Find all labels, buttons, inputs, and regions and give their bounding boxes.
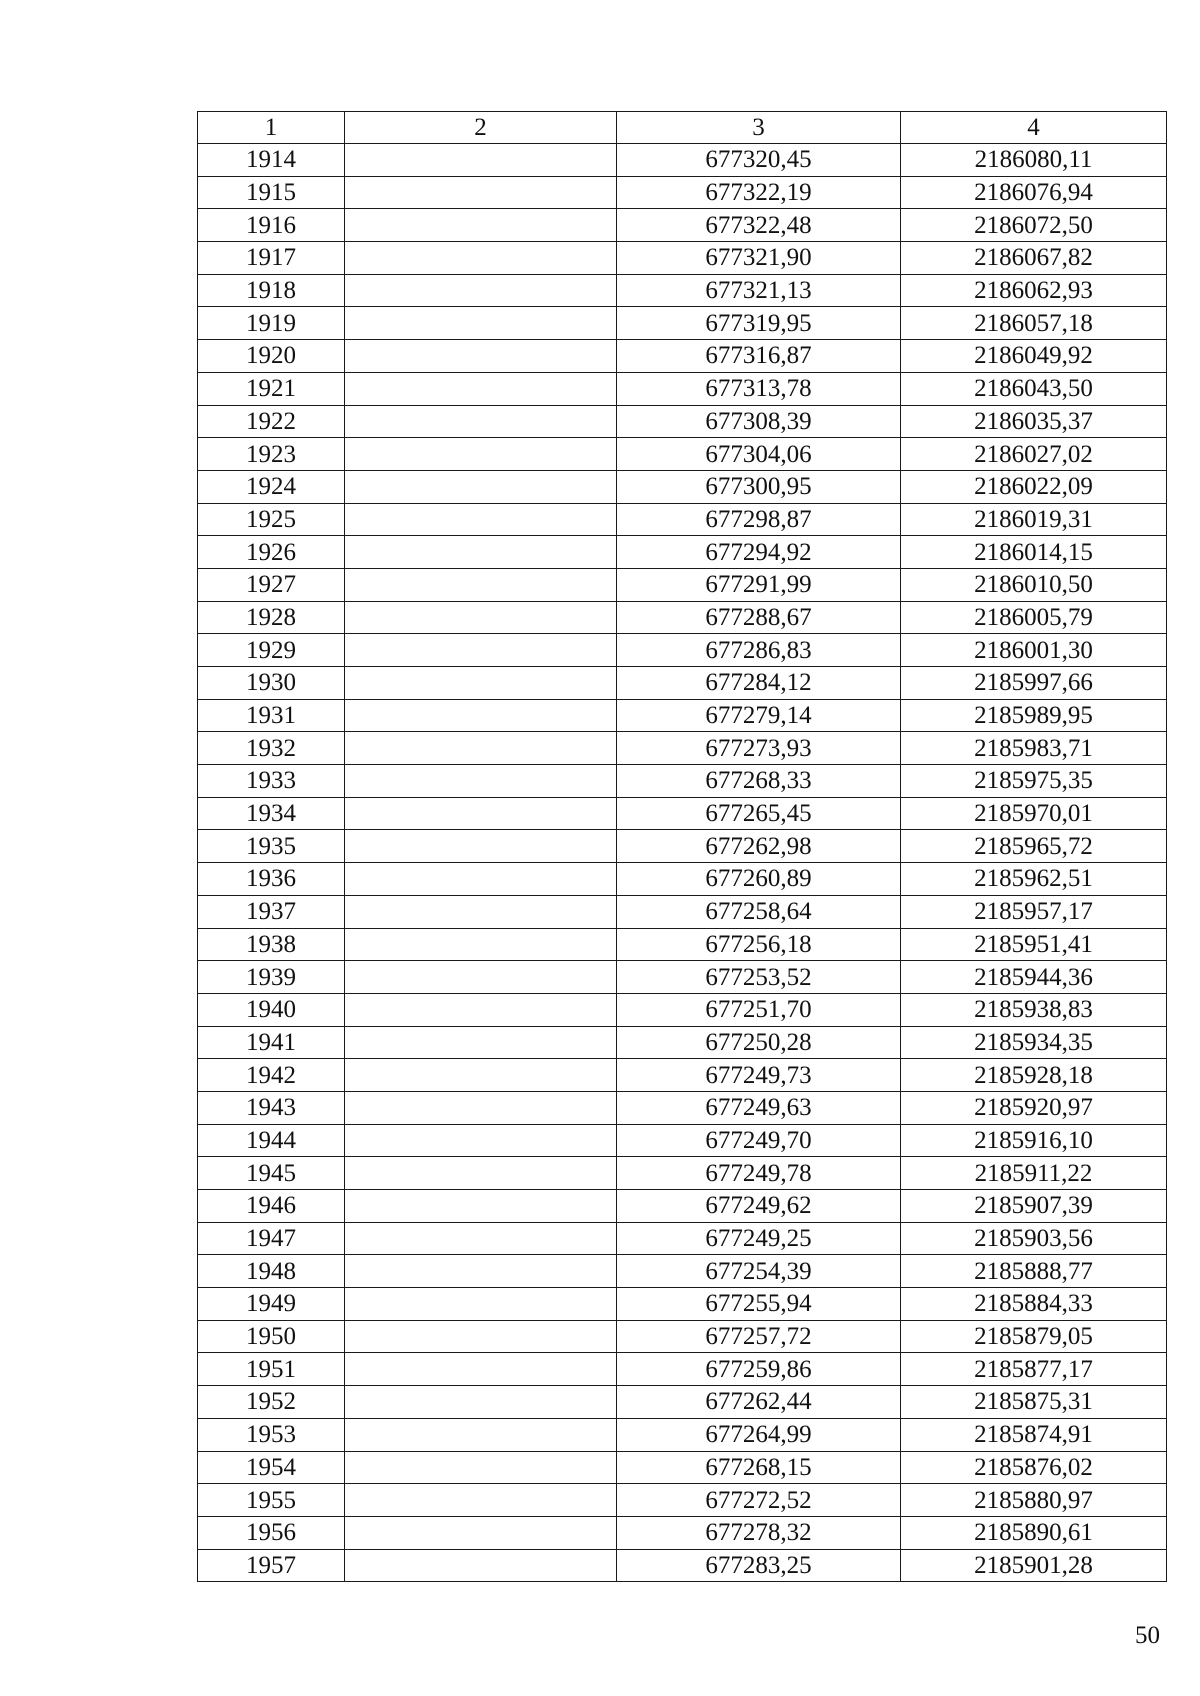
empty-cell bbox=[345, 1288, 617, 1321]
empty-cell bbox=[345, 830, 617, 863]
y-coordinate-cell: 2186035,37 bbox=[901, 405, 1167, 438]
header-row bbox=[198, 112, 1167, 144]
empty-cell bbox=[345, 1418, 617, 1451]
empty-cell bbox=[345, 961, 617, 994]
table-body bbox=[198, 144, 1167, 1582]
point-number-cell: 1914 bbox=[198, 144, 345, 177]
point-number-cell: 1936 bbox=[198, 863, 345, 896]
table-row bbox=[198, 797, 1167, 830]
x-coordinate-cell: 677268,15 bbox=[617, 1451, 901, 1484]
empty-cell bbox=[345, 438, 617, 471]
x-coordinate-cell: 677249,25 bbox=[617, 1222, 901, 1255]
table-row bbox=[198, 1386, 1167, 1419]
x-coordinate-cell: 677316,87 bbox=[617, 340, 901, 373]
table-row bbox=[198, 993, 1167, 1026]
table-row bbox=[198, 1091, 1167, 1124]
table-row bbox=[198, 1418, 1167, 1451]
table-row bbox=[198, 209, 1167, 242]
point-number-cell: 1957 bbox=[198, 1549, 345, 1582]
table-row bbox=[198, 503, 1167, 536]
table-row bbox=[198, 634, 1167, 667]
empty-cell bbox=[345, 797, 617, 830]
x-coordinate-cell: 677249,63 bbox=[617, 1091, 901, 1124]
header-cell-4: 4 bbox=[901, 112, 1167, 144]
y-coordinate-cell: 2186022,09 bbox=[901, 470, 1167, 503]
y-coordinate-cell: 2186001,30 bbox=[901, 634, 1167, 667]
x-coordinate-cell: 677249,73 bbox=[617, 1059, 901, 1092]
empty-cell bbox=[345, 634, 617, 667]
table-row bbox=[198, 176, 1167, 209]
point-number-cell: 1927 bbox=[198, 568, 345, 601]
x-coordinate-cell: 677308,39 bbox=[617, 405, 901, 438]
empty-cell bbox=[345, 568, 617, 601]
x-coordinate-cell: 677298,87 bbox=[617, 503, 901, 536]
point-number-cell: 1955 bbox=[198, 1484, 345, 1517]
point-number-cell: 1943 bbox=[198, 1091, 345, 1124]
y-coordinate-cell: 2185970,01 bbox=[901, 797, 1167, 830]
table-row bbox=[198, 765, 1167, 798]
table-row bbox=[198, 928, 1167, 961]
point-number-cell: 1941 bbox=[198, 1026, 345, 1059]
point-number-cell: 1922 bbox=[198, 405, 345, 438]
y-coordinate-cell: 2185880,97 bbox=[901, 1484, 1167, 1517]
y-coordinate-cell: 2186027,02 bbox=[901, 438, 1167, 471]
x-coordinate-cell: 677320,45 bbox=[617, 144, 901, 177]
empty-cell bbox=[345, 1026, 617, 1059]
y-coordinate-cell: 2185890,61 bbox=[901, 1516, 1167, 1549]
x-coordinate-cell: 677256,18 bbox=[617, 928, 901, 961]
empty-cell bbox=[345, 1255, 617, 1288]
x-coordinate-cell: 677257,72 bbox=[617, 1320, 901, 1353]
point-number-cell: 1953 bbox=[198, 1418, 345, 1451]
x-coordinate-cell: 677279,14 bbox=[617, 699, 901, 732]
x-coordinate-cell: 677249,70 bbox=[617, 1124, 901, 1157]
point-number-cell: 1918 bbox=[198, 274, 345, 307]
point-number-cell: 1948 bbox=[198, 1255, 345, 1288]
y-coordinate-cell: 2186072,50 bbox=[901, 209, 1167, 242]
x-coordinate-cell: 677255,94 bbox=[617, 1288, 901, 1321]
empty-cell bbox=[345, 503, 617, 536]
y-coordinate-cell: 2185877,17 bbox=[901, 1353, 1167, 1386]
empty-cell bbox=[345, 1451, 617, 1484]
y-coordinate-cell: 2185879,05 bbox=[901, 1320, 1167, 1353]
x-coordinate-cell: 677321,90 bbox=[617, 242, 901, 275]
y-coordinate-cell: 2185874,91 bbox=[901, 1418, 1167, 1451]
header-cell-3: 3 bbox=[617, 112, 901, 144]
empty-cell bbox=[345, 274, 617, 307]
empty-cell bbox=[345, 372, 617, 405]
y-coordinate-cell: 2186005,79 bbox=[901, 601, 1167, 634]
y-coordinate-cell: 2185965,72 bbox=[901, 830, 1167, 863]
empty-cell bbox=[345, 242, 617, 275]
y-coordinate-cell: 2185938,83 bbox=[901, 993, 1167, 1026]
point-number-cell: 1934 bbox=[198, 797, 345, 830]
empty-cell bbox=[345, 928, 617, 961]
empty-cell bbox=[345, 993, 617, 1026]
table-row bbox=[198, 1059, 1167, 1092]
y-coordinate-cell: 2186057,18 bbox=[901, 307, 1167, 340]
y-coordinate-cell: 2185907,39 bbox=[901, 1190, 1167, 1223]
y-coordinate-cell: 2185875,31 bbox=[901, 1386, 1167, 1419]
x-coordinate-cell: 677253,52 bbox=[617, 961, 901, 994]
point-number-cell: 1951 bbox=[198, 1353, 345, 1386]
point-number-cell: 1940 bbox=[198, 993, 345, 1026]
x-coordinate-cell: 677283,25 bbox=[617, 1549, 901, 1582]
point-number-cell: 1933 bbox=[198, 765, 345, 798]
x-coordinate-cell: 677264,99 bbox=[617, 1418, 901, 1451]
empty-cell bbox=[345, 895, 617, 928]
x-coordinate-cell: 677254,39 bbox=[617, 1255, 901, 1288]
empty-cell bbox=[345, 667, 617, 700]
point-number-cell: 1944 bbox=[198, 1124, 345, 1157]
x-coordinate-cell: 677322,19 bbox=[617, 176, 901, 209]
x-coordinate-cell: 677291,99 bbox=[617, 568, 901, 601]
x-coordinate-cell: 677273,93 bbox=[617, 732, 901, 765]
point-number-cell: 1921 bbox=[198, 372, 345, 405]
table-row bbox=[198, 601, 1167, 634]
point-number-cell: 1928 bbox=[198, 601, 345, 634]
empty-cell bbox=[345, 601, 617, 634]
coordinates-table bbox=[197, 111, 1167, 1582]
point-number-cell: 1917 bbox=[198, 242, 345, 275]
x-coordinate-cell: 677322,48 bbox=[617, 209, 901, 242]
empty-cell bbox=[345, 1386, 617, 1419]
y-coordinate-cell: 2186043,50 bbox=[901, 372, 1167, 405]
empty-cell bbox=[345, 340, 617, 373]
header-cell-1: 1 bbox=[198, 112, 345, 144]
x-coordinate-cell: 677259,86 bbox=[617, 1353, 901, 1386]
table-row bbox=[198, 1516, 1167, 1549]
point-number-cell: 1942 bbox=[198, 1059, 345, 1092]
point-number-cell: 1930 bbox=[198, 667, 345, 700]
table-row bbox=[198, 1484, 1167, 1517]
empty-cell bbox=[345, 765, 617, 798]
empty-cell bbox=[345, 209, 617, 242]
y-coordinate-cell: 2185876,02 bbox=[901, 1451, 1167, 1484]
point-number-cell: 1935 bbox=[198, 830, 345, 863]
y-coordinate-cell: 2185951,41 bbox=[901, 928, 1167, 961]
y-coordinate-cell: 2185957,17 bbox=[901, 895, 1167, 928]
table-row bbox=[198, 536, 1167, 569]
y-coordinate-cell: 2185989,95 bbox=[901, 699, 1167, 732]
x-coordinate-cell: 677262,44 bbox=[617, 1386, 901, 1419]
table-row bbox=[198, 1353, 1167, 1386]
y-coordinate-cell: 2185928,18 bbox=[901, 1059, 1167, 1092]
point-number-cell: 1946 bbox=[198, 1190, 345, 1223]
y-coordinate-cell: 2186010,50 bbox=[901, 568, 1167, 601]
point-number-cell: 1916 bbox=[198, 209, 345, 242]
y-coordinate-cell: 2185934,35 bbox=[901, 1026, 1167, 1059]
empty-cell bbox=[345, 699, 617, 732]
y-coordinate-cell: 2185916,10 bbox=[901, 1124, 1167, 1157]
y-coordinate-cell: 2185903,56 bbox=[901, 1222, 1167, 1255]
table-row bbox=[198, 1190, 1167, 1223]
table-row bbox=[198, 1124, 1167, 1157]
y-coordinate-cell: 2186080,11 bbox=[901, 144, 1167, 177]
y-coordinate-cell: 2186076,94 bbox=[901, 176, 1167, 209]
point-number-cell: 1938 bbox=[198, 928, 345, 961]
empty-cell bbox=[345, 1157, 617, 1190]
x-coordinate-cell: 677294,92 bbox=[617, 536, 901, 569]
empty-cell bbox=[345, 1516, 617, 1549]
table-row bbox=[198, 568, 1167, 601]
point-number-cell: 1931 bbox=[198, 699, 345, 732]
x-coordinate-cell: 677313,78 bbox=[617, 372, 901, 405]
table-row bbox=[198, 274, 1167, 307]
page-number: 50 bbox=[1135, 1622, 1160, 1649]
empty-cell bbox=[345, 176, 617, 209]
table-row bbox=[198, 1320, 1167, 1353]
table-row bbox=[198, 732, 1167, 765]
empty-cell bbox=[345, 1124, 617, 1157]
x-coordinate-cell: 677251,70 bbox=[617, 993, 901, 1026]
empty-cell bbox=[345, 1353, 617, 1386]
empty-cell bbox=[345, 1222, 617, 1255]
y-coordinate-cell: 2186049,92 bbox=[901, 340, 1167, 373]
x-coordinate-cell: 677265,45 bbox=[617, 797, 901, 830]
table-row bbox=[198, 470, 1167, 503]
table-row bbox=[198, 699, 1167, 732]
x-coordinate-cell: 677258,64 bbox=[617, 895, 901, 928]
table-row bbox=[198, 1255, 1167, 1288]
point-number-cell: 1952 bbox=[198, 1386, 345, 1419]
y-coordinate-cell: 2185901,28 bbox=[901, 1549, 1167, 1582]
y-coordinate-cell: 2185944,36 bbox=[901, 961, 1167, 994]
empty-cell bbox=[345, 1091, 617, 1124]
empty-cell bbox=[345, 863, 617, 896]
table-row bbox=[198, 242, 1167, 275]
x-coordinate-cell: 677250,28 bbox=[617, 1026, 901, 1059]
point-number-cell: 1954 bbox=[198, 1451, 345, 1484]
empty-cell bbox=[345, 1059, 617, 1092]
table-row bbox=[198, 1026, 1167, 1059]
table-row bbox=[198, 307, 1167, 340]
x-coordinate-cell: 677249,62 bbox=[617, 1190, 901, 1223]
point-number-cell: 1956 bbox=[198, 1516, 345, 1549]
empty-cell bbox=[345, 1190, 617, 1223]
table-row bbox=[198, 1451, 1167, 1484]
point-number-cell: 1937 bbox=[198, 895, 345, 928]
header-cell-2: 2 bbox=[345, 112, 617, 144]
y-coordinate-cell: 2185911,22 bbox=[901, 1157, 1167, 1190]
point-number-cell: 1926 bbox=[198, 536, 345, 569]
table-row bbox=[198, 961, 1167, 994]
x-coordinate-cell: 677304,06 bbox=[617, 438, 901, 471]
table-row bbox=[198, 830, 1167, 863]
y-coordinate-cell: 2185920,97 bbox=[901, 1091, 1167, 1124]
table-row bbox=[198, 863, 1167, 896]
table-row bbox=[198, 438, 1167, 471]
point-number-cell: 1950 bbox=[198, 1320, 345, 1353]
x-coordinate-cell: 677319,95 bbox=[617, 307, 901, 340]
point-number-cell: 1939 bbox=[198, 961, 345, 994]
table-row bbox=[198, 667, 1167, 700]
empty-cell bbox=[345, 1484, 617, 1517]
x-coordinate-cell: 677286,83 bbox=[617, 634, 901, 667]
x-coordinate-cell: 677272,52 bbox=[617, 1484, 901, 1517]
x-coordinate-cell: 677284,12 bbox=[617, 667, 901, 700]
empty-cell bbox=[345, 732, 617, 765]
table-header bbox=[198, 112, 1167, 144]
empty-cell bbox=[345, 307, 617, 340]
point-number-cell: 1929 bbox=[198, 634, 345, 667]
point-number-cell: 1919 bbox=[198, 307, 345, 340]
x-coordinate-cell: 677288,67 bbox=[617, 601, 901, 634]
empty-cell bbox=[345, 536, 617, 569]
point-number-cell: 1915 bbox=[198, 176, 345, 209]
empty-cell bbox=[345, 1549, 617, 1582]
x-coordinate-cell: 677321,13 bbox=[617, 274, 901, 307]
table-row bbox=[198, 405, 1167, 438]
y-coordinate-cell: 2186014,15 bbox=[901, 536, 1167, 569]
point-number-cell: 1924 bbox=[198, 470, 345, 503]
empty-cell bbox=[345, 405, 617, 438]
y-coordinate-cell: 2185975,35 bbox=[901, 765, 1167, 798]
empty-cell bbox=[345, 1320, 617, 1353]
table-row bbox=[198, 1222, 1167, 1255]
point-number-cell: 1920 bbox=[198, 340, 345, 373]
y-coordinate-cell: 2186062,93 bbox=[901, 274, 1167, 307]
table-row bbox=[198, 1157, 1167, 1190]
point-number-cell: 1947 bbox=[198, 1222, 345, 1255]
x-coordinate-cell: 677300,95 bbox=[617, 470, 901, 503]
table-row bbox=[198, 372, 1167, 405]
y-coordinate-cell: 2185962,51 bbox=[901, 863, 1167, 896]
table-row bbox=[198, 1549, 1167, 1582]
empty-cell bbox=[345, 144, 617, 177]
x-coordinate-cell: 677262,98 bbox=[617, 830, 901, 863]
table-row bbox=[198, 144, 1167, 177]
y-coordinate-cell: 2185884,33 bbox=[901, 1288, 1167, 1321]
y-coordinate-cell: 2186019,31 bbox=[901, 503, 1167, 536]
x-coordinate-cell: 677260,89 bbox=[617, 863, 901, 896]
point-number-cell: 1932 bbox=[198, 732, 345, 765]
y-coordinate-cell: 2185983,71 bbox=[901, 732, 1167, 765]
table-row bbox=[198, 340, 1167, 373]
empty-cell bbox=[345, 470, 617, 503]
x-coordinate-cell: 677278,32 bbox=[617, 1516, 901, 1549]
point-number-cell: 1923 bbox=[198, 438, 345, 471]
point-number-cell: 1945 bbox=[198, 1157, 345, 1190]
table-row bbox=[198, 1288, 1167, 1321]
y-coordinate-cell: 2185997,66 bbox=[901, 667, 1167, 700]
table-row bbox=[198, 895, 1167, 928]
x-coordinate-cell: 677268,33 bbox=[617, 765, 901, 798]
point-number-cell: 1925 bbox=[198, 503, 345, 536]
x-coordinate-cell: 677249,78 bbox=[617, 1157, 901, 1190]
y-coordinate-cell: 2186067,82 bbox=[901, 242, 1167, 275]
point-number-cell: 1949 bbox=[198, 1288, 345, 1321]
y-coordinate-cell: 2185888,77 bbox=[901, 1255, 1167, 1288]
